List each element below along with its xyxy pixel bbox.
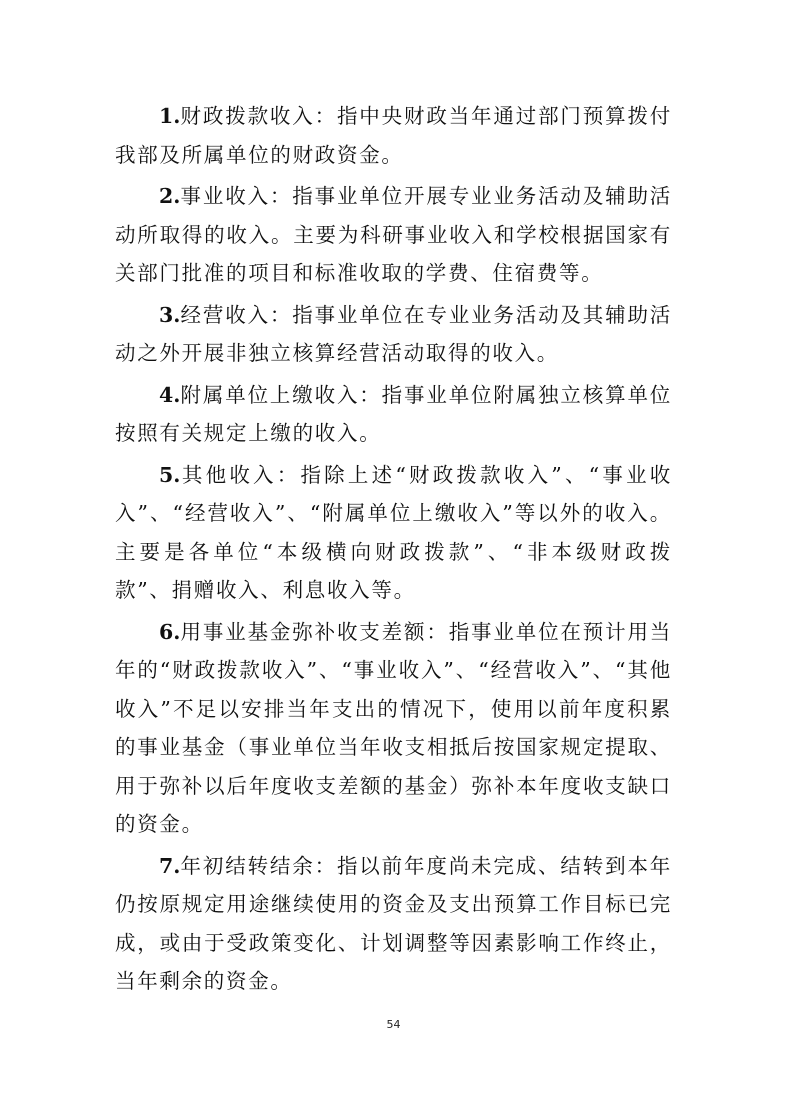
definition-paragraph-6	[115, 613, 672, 844]
definition-paragraph-4	[115, 376, 672, 453]
item-number: 1.	[159, 104, 181, 128]
document-body	[115, 97, 672, 1004]
item-number: 5.	[159, 462, 181, 487]
item-number: 2.	[159, 184, 181, 208]
page-number: 54	[386, 1018, 401, 1031]
item-text: 经营收入：指事业单位在专业业务活动及其辅助活动之外开展非独立核算经营活动取得的收入。	[115, 302, 672, 365]
item-text: 其他收入：指除上述“财政拨款收入”、“事业收入”、“经营收入”、“附属单位上缴收入”等以外的收入。主要是各单位“本级横向财政拨款”、“非本级财政拨款”、捐赠收入、利息收入等。	[115, 462, 672, 602]
item-text: 用事业基金弥补收支差额：指事业单位在预计用当年的“财政拨款收入”、“事业收入”、“经营收入”、“其他收入”不足以安排当年支出的情况下，使用以前年度积累的事业基金（事业单位当年收支相抵后按国家规定提取、用于弥补以后年度收支差额的基金）弥补本年度收支缺口的资金。	[115, 619, 672, 836]
item-text: 财政拨款收入：指中央财政当年通过部门预算拨付我部及所属单位的财政资金。	[115, 104, 672, 167]
item-number: 4.	[159, 382, 181, 407]
item-text: 年初结转结余：指以前年度尚未完成、结转到本年仍按原规定用途继续使用的资金及支出预算工作目标已完成，或由于受政策变化、计划调整等因素影响工作终止，当年剩余的资金。	[115, 853, 672, 993]
item-number: 7.	[159, 853, 181, 878]
definition-paragraph-3	[115, 296, 672, 373]
definition-paragraph-5	[115, 456, 672, 610]
definition-paragraph-1	[115, 97, 672, 174]
item-number: 6.	[159, 619, 181, 644]
item-text: 附属单位上缴收入：指事业单位附属独立核算单位按照有关规定上缴的收入。	[115, 382, 672, 445]
definition-paragraph-7	[115, 847, 672, 1001]
definition-paragraph-2	[115, 177, 672, 293]
item-text: 事业收入：指事业单位开展专业业务活动及辅助活动所取得的收入。主要为科研事业收入和学校根据国家有关部门批准的项目和标准收取的学费、住宿费等。	[115, 184, 672, 285]
item-number: 3.	[159, 302, 181, 327]
